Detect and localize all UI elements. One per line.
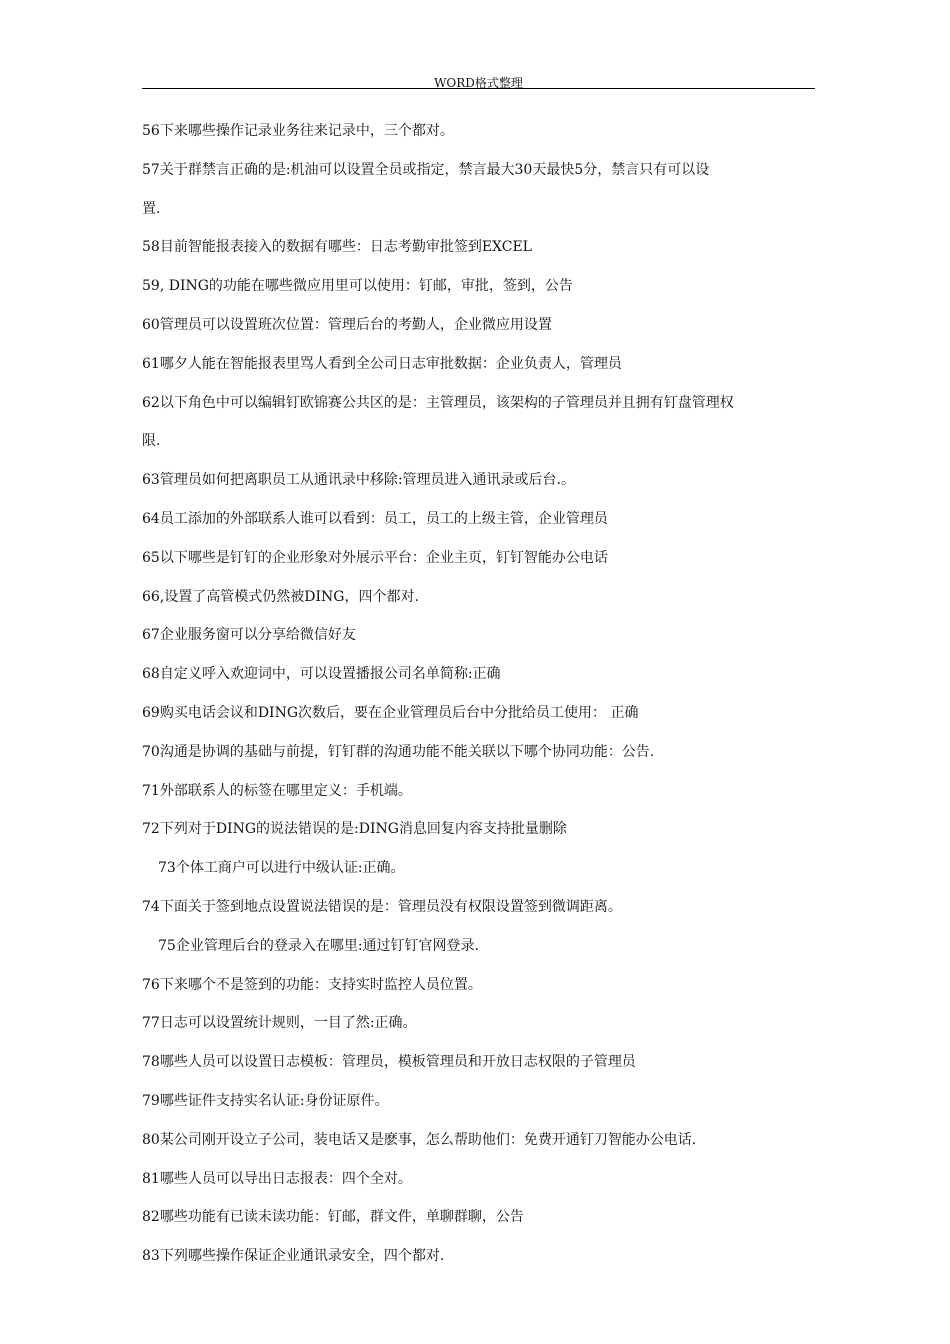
- paragraph: 59, DING的功能在哪些微应用里可以使用：钉邮，审批，签到，公告: [142, 278, 573, 295]
- paragraph: 64员工添加的外部联系人谁可以看到：员工，员工的上级主管，企业管理员: [142, 510, 608, 527]
- paragraph: 76下来哪个不是签到的功能：支持实时监控人员位置。: [142, 976, 482, 993]
- paragraph: 68自定义呼入欢迎词中，可以设置播报公司名单简称:正确: [142, 666, 501, 683]
- header-title: WORD格式整理: [434, 76, 523, 90]
- paragraph: 73个体工商户可以进行中级认证:正确。: [158, 860, 405, 877]
- paragraph: 57关于群禁言正确的是:机油可以设置全员或指定，禁言最大30天最快5分，禁言只有可以设: [142, 161, 710, 178]
- paragraph: 75企业管理后台的登录入在哪里:通过钉钉官网登录.: [158, 937, 479, 954]
- paragraph: 72下列对于DING的说法错误的是:DING消息回复内容支持批量删除: [142, 821, 567, 838]
- paragraph: 71外部联系人的标签在哪里定义：手机端。: [142, 782, 412, 799]
- paragraph: 70沟通是协调的基础与前提，钉钉群的沟通功能不能关联以下哪个协同功能：公告.: [142, 743, 655, 760]
- document-body: [142, 112, 817, 1276]
- paragraph: 83下列哪些操作保证企业通讯录安全，四个都对.: [142, 1248, 445, 1265]
- paragraph: 56下来哪些操作记录业务往来记录中，三个都对。: [142, 123, 454, 139]
- paragraph: 限.: [142, 433, 161, 450]
- paragraph: 69购买电话会议和DING次数后，要在企业管理员后台中分批给员工使用： 正确: [142, 704, 639, 721]
- paragraph: 77日志可以设置统计规则，一目了然:正确。: [142, 1015, 417, 1032]
- paragraph: 置.: [142, 200, 161, 217]
- paragraph: 80某公司刚开设立子公司，装电话又是麽事，怎么帮助他们：免费开通钉刀智能办公电话.: [142, 1131, 697, 1148]
- paragraph: 82哪些功能有已读未读功能：钉邮，群文件，单聊群聊，公告: [142, 1209, 524, 1226]
- paragraph: 81哪些人员可以导出日志报表：四个全对。: [142, 1170, 412, 1187]
- paragraph: 58目前智能报表接入的数据有哪些：日志考勤审批签到EXCEL: [142, 239, 532, 256]
- paragraph: 63管理员如何把离职员工从通讯录中移除:管理员进入通讯录或后台.。: [142, 472, 575, 489]
- page-header: [142, 72, 815, 89]
- paragraph: 61哪夕人能在智能报表里骂人看到全公司日志审批数据：企业负责人，管理员: [142, 355, 622, 372]
- paragraph: 78哪些人员可以设置日志模板：管理员，模板管理员和开放日志权限的子管理员: [142, 1054, 636, 1071]
- paragraph: 79哪些证件支持实名认证:身份证原件。: [142, 1092, 389, 1109]
- paragraph: 66,设置了高管模式仍然被DING，四个都对.: [142, 588, 419, 605]
- paragraph: 65以下哪些是钉钉的企业形象对外展示平台：企业主页，钉钉智能办公电话: [142, 549, 608, 566]
- paragraph: 62以下角色中可以编辑钉欧锦赛公共区的是：主管理员，该架构的子管理员并且拥有钉盘管理权: [142, 394, 734, 411]
- paragraph: 67企业服务窗可以分享给微信好友: [142, 627, 356, 644]
- paragraph: 74下面关于签到地点设置说法错误的是：管理员没有权限设置签到微调距离。: [142, 898, 622, 915]
- paragraph: 60管理员可以设置班次位置：管理后台的考勤人，企业微应用设置: [142, 316, 552, 333]
